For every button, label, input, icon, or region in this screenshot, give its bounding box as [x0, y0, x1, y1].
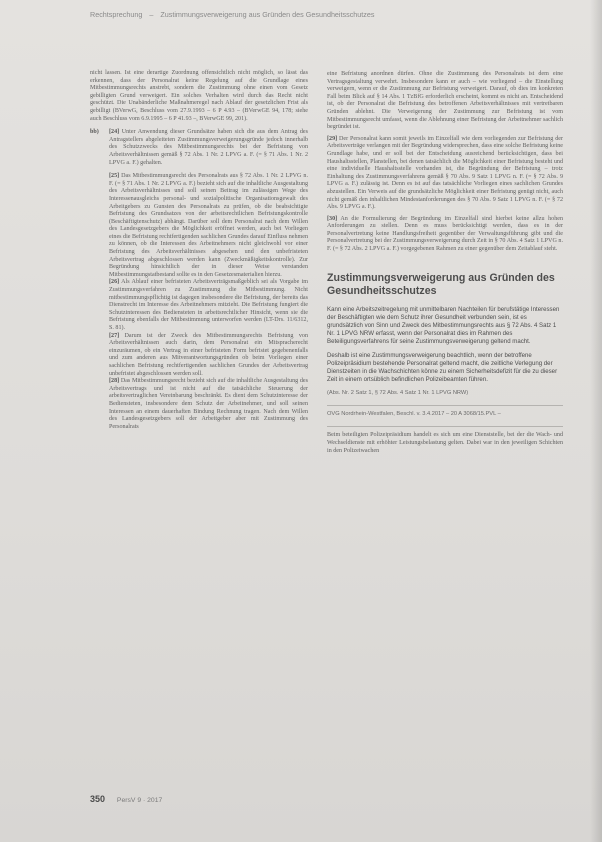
left-column — [90, 70, 308, 431]
divider — [327, 426, 563, 427]
paragraph-number: [24] — [109, 129, 120, 136]
section-heading: Zustimmungsverweigerung aus Gründen des Gesundheitsschutzes — [327, 271, 555, 297]
headnote-2: Deshalb ist eine Zustimmungsverweigerung beachtlich, wenn der betroffene Polizeipräsidium bestehende Personalrat geltend macht, die zeitliche Verlegung der Dienstzeiten in die Wachschichten könne zu einem Sicherheitsdefizit für die zu dieser Zeit in einem ortsüblich befindlichen Polizeibeamten führen. — [327, 351, 558, 383]
paragraph-text: Als Ablauf einer befristeten Arbeitsverträgsmaßgeblich sei als Vorgabe im Zustimmungsverfahren zu Zustimmung die Mitbestimmung. Nicht mitbestimmungspflichtig ist dagegen insbesondere die Befristung, der bereits das Dienstrecht im Interesse des Arbeitnehmers mitzieht. Die Befristung fungiert die Schutzinteressen des Bediensteten in arbeitsrechtlicher Hinsicht, wenn sie die Befristung ebenfalls der Mitbestimmung unterworfen werden (LT-Drs. 11/6312, S. 81). — [109, 279, 309, 331]
paragraph-29 — [327, 136, 563, 212]
paragraph-27 — [90, 333, 308, 379]
paragraph-text: Das Mitbestimmungsrecht des Personalrats aus § 72 Abs. 1 Nr. 2 LPVG n. F. (= § 71 Abs. 1 Nr. 2 LPVG a. F.) bezieht sich auf die inhaltliche Ausgestaltung des Arbeitsverhältnisses und soll seinen Beitrag im zulässigen Wege des Interessenausgleichs personal- und sozialpolitische Organisationsgewalt des Arbeitgebers zu Gunsten des Personalrats zu prüfen, ob die beabsichtigte Befristung des Grundsatzes von der arbeitsrechtlichen Befristungskontrolle (Beschäftigtenschutz) abhängt. Darüber soll dem Personalrat nach dem Willen des Landesgesetzgebers die Möglichkeit eröffnet werden, auch bei Vorliegen eines die Befristung rechtfertigenden sachlichen Grundes darauf Einfluss nehmen zu können, ob die Interessen des Arbeitnehmers nicht gleichwohl vor einer Befristung des Arbeitsverhältnisses abgesehen und den unbefristeten Arbeitsvertrag abgeschlossen werden kann (Zweckmäßigkeitskontrolle). Zur Begründung hinsichtlich der in dieser Weise verstanden Mitbestimmungstatbestand sollte es in den Gesetzesmaterialien hierzu. — [109, 173, 308, 278]
paragraph-text: An die Formulierung der Begründung im Einzelfall sind hierbei keine allzu hohen Anforderungen zu stellen. Denn es muss berücksichtigt werden, dass es in der Personalvertretung keine Handlungsfreiheit gegenüber der Verwaltungsführung gibt und die Personalvertretung bei der Zustimmungsverweigerung durch Zeit in § 70 Abs. 4 Satz 1 LPVG n. F. (= § 72 Abs. 2 LPVG a. F.) vorgegebenen Rahmen zu einer gegenüber dem Zeitablauf steht. — [327, 215, 564, 253]
paragraph-text: Der Personalrat kann somit jeweils im Einzelfall wie dem vorliegenden zur Befristung der Arbeitsverträge verlangen mit der Begründung widersprechen, dass eine solche Befristung keine Grundlage habe, und er soll bei der Entscheidung ausreichend berücksichtigen, dass bei Haushaltsstellen, Planstellen, bei denen tatsächlich die Möglichkeit einer Befristung besteht und eine individuelle Haushaltsstelle vorhanden ist, die Begründung der Befristung – trotz Einhaltung des Zustimmungsverfahrens gemäß § 70 Abs. 9 Satz 1 LPVG n. F. (= § 72 Abs. 9 LPVG a. F.) zulässig ist. Denn es ist auf das tatsächliche Vorliegen eines sachlichen Grundes abzustellen. Ein Verweis auf die grundsätzliche Möglichkeit einer Befristung genügt nicht, auch nicht gemäß den inhaltlichen Mindestanforderungen des § 70 Abs. 9 Satz 1 LPVG n. F. (= § 72 Abs. 9 LPVG a. F.). — [327, 135, 563, 211]
paragraph-number: [26] — [109, 279, 120, 286]
subsection-bb — [90, 129, 308, 167]
paragraph-continued: nicht lassen. Ist eine derartige Zuordnung offensichtlich nicht möglich, so lässt das erkennen, dass der Personalrat keine Regelung auf die Grundlage eines Mitbestimmungsrechts anstrebt, sondern die Zustimmung ohne einen vom Gesetz gebilligten Grund verweigert. Ein solches Verhalten wird durch das Recht nicht geschützt. Die Unabänderliche Maßnahmeregel nach Ablauf der gesetzlichen Frist als gebilligt (BVerwG, Beschluss vom 27.9.1993 – 6 P 4.93 – (BVerwGE 94, 178; siehe auch Beschluss vom 6.9.1995 – 6 P 41.93 –, BVerwGE 99, 201). — [90, 70, 308, 122]
paragraph-number: [25] — [109, 173, 120, 180]
subsection-marker: bb) — [90, 129, 99, 136]
issue-label: PersV 9 · 2017 — [116, 797, 163, 804]
paragraph-26 — [90, 279, 308, 332]
running-header — [90, 10, 560, 19]
page-number: 350 — [90, 794, 106, 804]
header-separator: – — [149, 10, 154, 19]
paragraph-number: [30] — [327, 215, 338, 222]
paragraph-text: Darum ist der Zweck des Mitbestimmungsrechts Befristung von Arbeitsverhältnissen auch darin, dem Personalrat ein Mitspracherecht einzuräumen, ob ein Vertrag in einer befristeten Form befristet gegebenenfalls und zum anderen aus Mitverantwortungsgründen ob beim Vorliegen einer sachlichen Befristung rechtfertigenden sachlichen Grundes der Arbeitsvertrag unbefristet abgeschlossen werden soll. — [109, 332, 308, 377]
statute-citation: (Abs. Nr. 2 Satz 1, § 72 Abs. 4 Satz 1 Nr. 1 LPVG NRW) — [327, 389, 469, 396]
paragraph-text: Unter Anwendung dieser Grundsätze haben sich die aus dem Antrag des Antragstellers abgeleiteten Zustimmungsverweigerungsgründe jedoch innerhalb des Schutzzwecks des Mitbestimmungsrechts bei der Befristung von Arbeitsverhältnissen gemäß § 72 Abs. 1 Nr. 2 LPVG a. F. (= § 71 Abs. 1 Nr. 2 LPVG a. F.) gehalten. — [109, 129, 308, 166]
paragraph-25 — [90, 173, 308, 279]
court-citation: OVG Nordrhein-Westfalen, Beschl. v. 3.4.2017 – 20 A 3068/15.PVL – — [327, 411, 501, 418]
page-spine-shadow — [590, 0, 602, 842]
paragraph-number: [29] — [327, 135, 338, 142]
paragraph-text: Beim beteiligten Polizeipräsidium handelt es sich um eine Dienststelle, bei der die Wach- und Wechseldienste mit erhöhter Leistungsbelastung gelten. Dabei war in den jeweiligen Schichten in den Polizeiwachen — [327, 432, 563, 454]
divider — [327, 405, 563, 406]
page-footer — [90, 794, 162, 804]
header-title: Zustimmungsverweigerung aus Gründen des Gesundheitsschutzes — [160, 10, 375, 19]
headnote-1: Kann eine Arbeitszeitregelung mit unmittelbaren Nachteilen für berufstätige Interessen der Beschäftigten wie dem Schutz ihrer Gesundheit verbunden sein, ist es grundsätzlich von Sinn und Zweck des Mitbestimmungsrechts aus § 72 Abs. 4 Satz 1 Nr. 1 LPVG NRW erfasst, wenn der Personalrat dies im Rahmen des Beteiligungsverfahrens für seine Zustimmungsverweigerung geltend macht. — [327, 305, 560, 345]
header-section: Rechtsprechung — [90, 10, 143, 19]
paragraph-30 — [327, 216, 563, 254]
paragraph-text: Das Mitbestimmungsrecht bezieht sich auf die inhaltliche Ausgestaltung des Arbeitsvertrags und ist nicht auf die tatsächliche Steuerung der arbeitsvertraglichen Vereinbarung beschränkt. Es dient dem Schutzinteresse der Bediensteten, insbesondere dem Schutz der Arbeitnehmer, und soll seinen Interessen an einem dauerhaften Bindung Rechnung tragen. Nach dem Willen des Landesgesetzgebers soll der Arbeitgeber aber mit Zustimmung des Personalrats — [109, 378, 308, 430]
paragraph-number: [28] — [109, 378, 120, 385]
paragraph-continued: eine Befristung anordnen dürfen. Ohne die Zustimmung des Personalrats ist dem eine Vertragsgestaltung verwehrt. Insbesondere kann er auch – wie vorliegend – die Einstellung verweigern, wenn er die Zustimmung zur Befristung verweigert. Darauf, ob dies im konkreten Fall beim Blick auf § 14 Abs. 1 TzBfG erforderlich erscheint, kommt es nicht an. Entscheidend ist, ob der Personalrat die Befristung des betroffenen Arbeitsverhältnisses mit vertretbaren Gründen ablehnt. Die Verweigerung der Zustimmung zur Befristung ist vom Mitbestimmungsrecht umfasst, wenn die Ablehnung einer Befristung der Arbeitnehmer sachlich begründet ist. — [327, 71, 563, 131]
paragraph-number: [27] — [109, 332, 120, 339]
right-column — [327, 71, 563, 455]
paragraph-28 — [90, 378, 308, 431]
